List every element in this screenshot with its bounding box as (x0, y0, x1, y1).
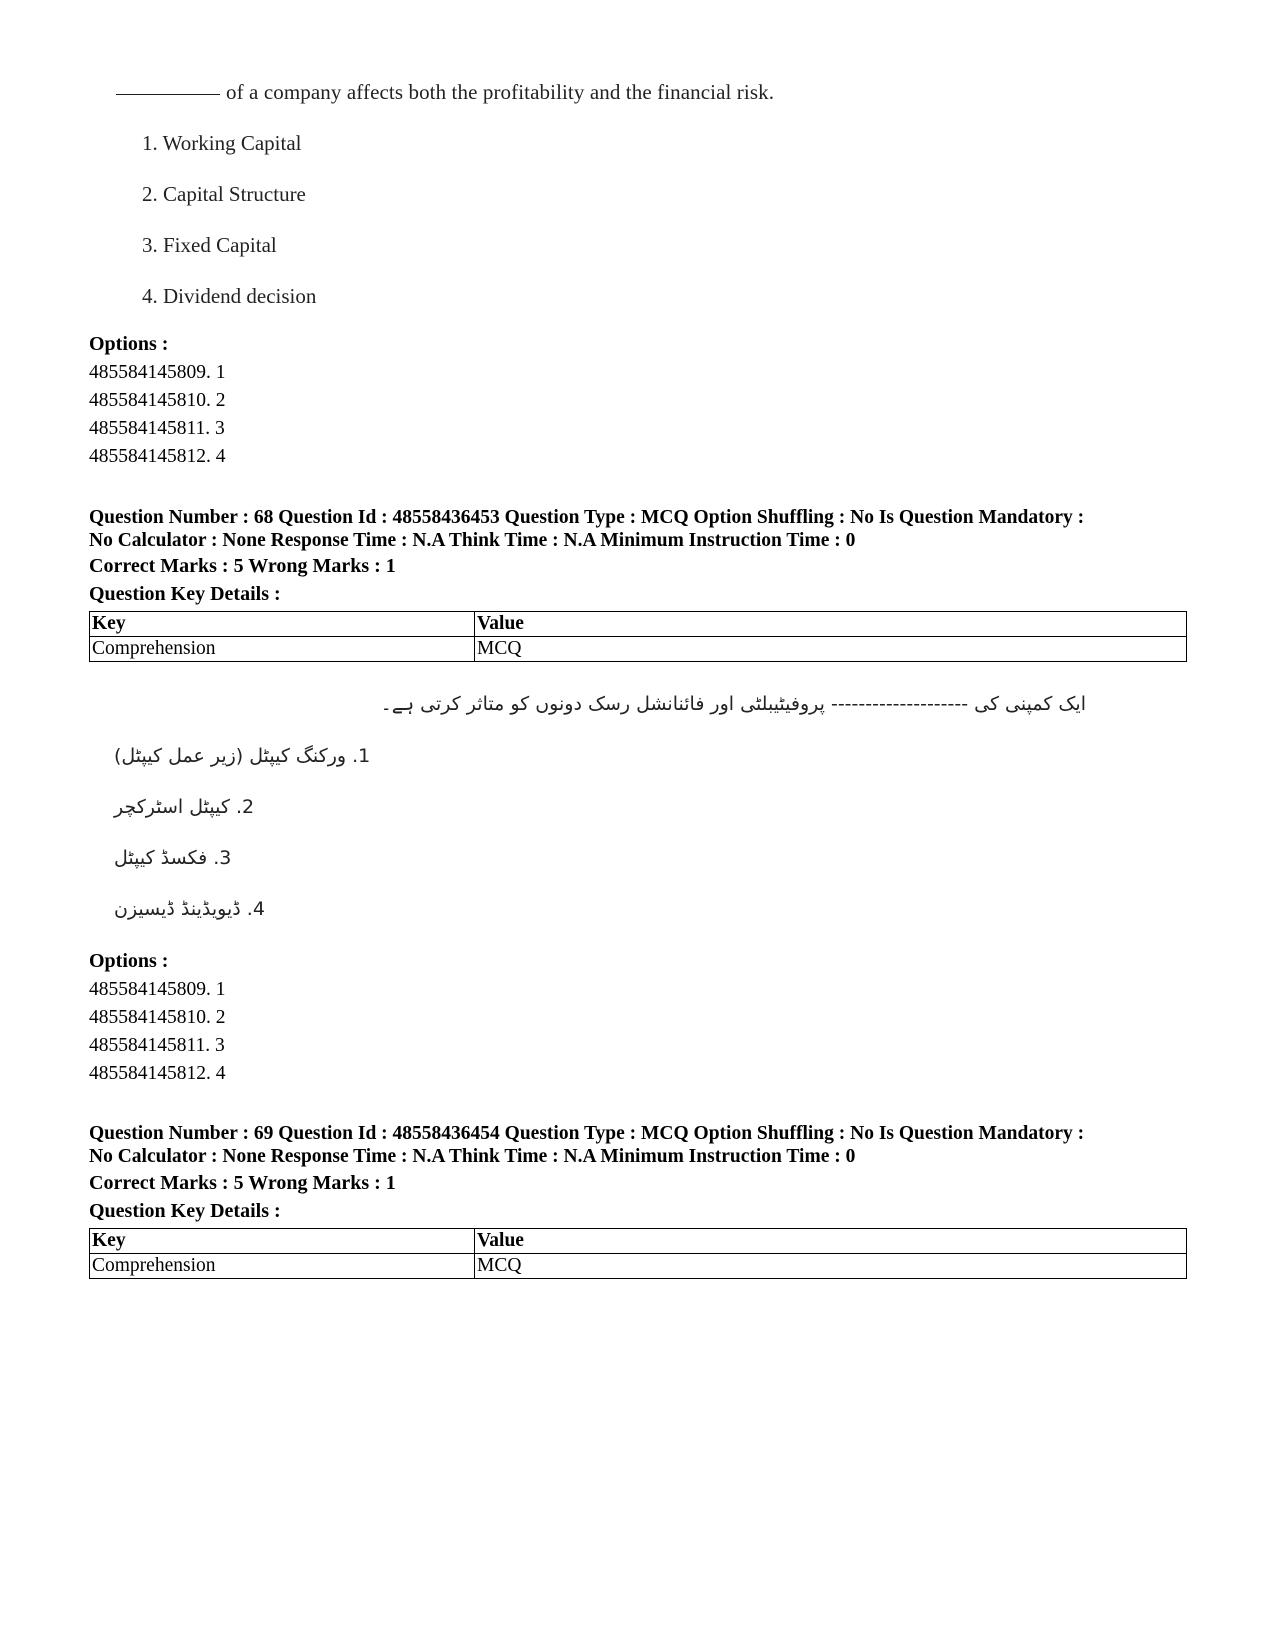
choice-4: 4. Dividend decision (142, 284, 317, 308)
urdu-choice-text: کیپٹل اسٹرکچر (114, 796, 230, 818)
table-header-cell: Value (475, 612, 1187, 637)
urdu-choice-number: 4. (246, 898, 265, 920)
options-list (89, 359, 226, 471)
urdu-choice-text: ڈیویڈینڈ ڈیسیزن (114, 898, 241, 920)
question-stem (116, 80, 774, 105)
options-list (89, 976, 226, 1088)
table-row (90, 637, 1187, 662)
table-cell: Comprehension (90, 1254, 475, 1279)
urdu-choice-4 (114, 898, 265, 920)
question-meta (89, 1122, 1199, 1168)
marks-line: Correct Marks : 5 Wrong Marks : 1 (89, 1172, 396, 1194)
choice-3: 3. Fixed Capital (142, 233, 277, 257)
key-details-label: Question Key Details : (89, 583, 281, 605)
option-item: 485584145811. 3 (89, 1035, 225, 1056)
fill-blank (116, 94, 220, 95)
table-row (90, 1254, 1187, 1279)
urdu-choice-2 (114, 796, 254, 818)
table-header-row (90, 1229, 1187, 1254)
urdu-choice-number: 3. (213, 847, 232, 869)
choice-1: 1. Working Capital (142, 131, 302, 155)
question-meta (89, 506, 1199, 552)
urdu-choice-text: ورکنگ کیپٹل (زیر عمل کیپٹل) (114, 745, 347, 767)
urdu-choice-3 (114, 847, 231, 869)
table-header-cell: Key (90, 612, 475, 637)
option-item: 485584145809. 1 (89, 362, 226, 383)
options-label: Options : (89, 333, 169, 355)
urdu-choice-number: 2. (235, 796, 255, 818)
option-item: 485584145810. 2 (89, 1007, 226, 1028)
choice-2: 2. Capital Structure (142, 182, 306, 206)
marks-line: Correct Marks : 5 Wrong Marks : 1 (89, 555, 396, 577)
question-meta-line: No Calculator : None Response Time : N.A Think Time : N.A Minimum Instruction Time : 0 (89, 1146, 856, 1167)
key-details-label: Question Key Details : (89, 1200, 281, 1222)
table-header-cell: Key (90, 1229, 475, 1254)
table-header-cell: Value (475, 1229, 1187, 1254)
option-item: 485584145809. 1 (89, 979, 226, 1000)
table-cell: MCQ (475, 637, 1187, 662)
question-stem-text: of a company affects both the profitability and the financial risk. (226, 80, 775, 104)
option-item: 485584145810. 2 (89, 390, 226, 411)
option-item: 485584145811. 3 (89, 418, 225, 439)
options-label: Options : (89, 950, 169, 972)
urdu-question-stem: ایک کمپنی کی -------------------- پروفیٹیبلٹی اور فائنانشل رسک دونوں کو متاثر کرتی ہے۔ (380, 693, 1086, 715)
urdu-choice-number: 1. (352, 745, 371, 767)
urdu-choice-1 (114, 745, 370, 767)
urdu-choice-text: فکسڈ کیپٹل (114, 847, 208, 869)
question-meta-line: Question Number : 68 Question Id : 48558436453 Question Type : MCQ Option Shuffling : No Is Question Mandatory : (89, 507, 1085, 528)
option-item: 485584145812. 4 (89, 446, 226, 467)
table-header-row (90, 612, 1187, 637)
option-item: 485584145812. 4 (89, 1063, 226, 1084)
question-meta-line: Question Number : 69 Question Id : 48558436454 Question Type : MCQ Option Shuffling : No Is Question Mandatory : (89, 1123, 1085, 1144)
table-cell: Comprehension (90, 637, 475, 662)
key-details-table (89, 1228, 1187, 1279)
question-meta-line: No Calculator : None Response Time : N.A Think Time : N.A Minimum Instruction Time : 0 (89, 530, 856, 551)
table-cell: MCQ (475, 1254, 1187, 1279)
key-details-table (89, 611, 1187, 662)
